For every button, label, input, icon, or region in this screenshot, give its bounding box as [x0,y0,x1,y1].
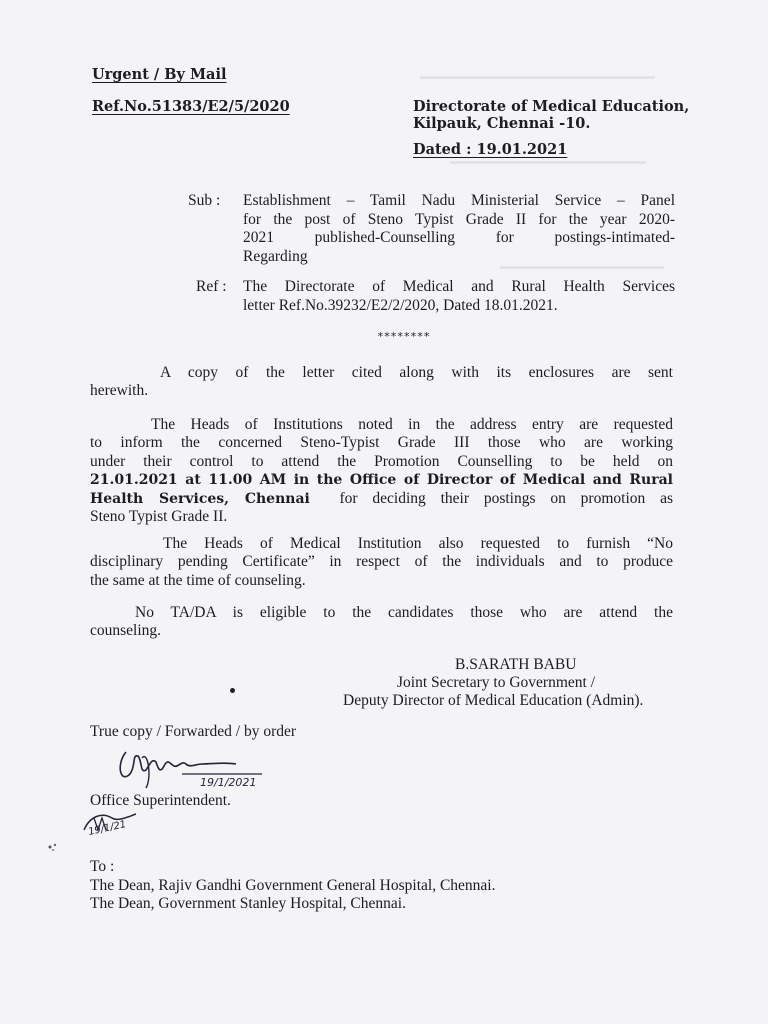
paragraph-line: The Heads of Institutions noted in the address entry are requested [151,416,673,433]
office-superintendent: Office Superintendent. [90,792,231,809]
paragraph-line: The Heads of Medical Institution also requested to furnish “No [163,535,673,552]
counselling-venue-bold: Health Services, Chennai [90,490,310,507]
paragraph-tada-cont [90,622,673,641]
subject-line: for the post of Steno Typist Grade II for the year 2020- [243,210,675,228]
reference-line: The Directorate of Medical and Rural Health Services [243,278,675,295]
paragraph-line: No TA/DA is eligible to the candidates those who are attend the [135,604,673,621]
paragraph-line: the same at the time of counseling. [90,571,306,589]
letter-date: Dated : 19.01.2021 [413,141,568,158]
paragraph-line: under their control to attend the Promotion Counselling to be held on [90,452,673,470]
paragraph-line: disciplinary pending Certificate” in respect of the individuals and to produce [90,553,673,570]
signatory-designation: Deputy Director of Medical Education (Admin). [343,692,644,709]
subject-text [243,192,675,266]
bleed-through-text: ━━━━━━━━━━━━━━━━━━━━━ [500,260,665,275]
paragraph-tada [135,604,673,623]
paragraph-line: to inform the concerned Steno-Typist Grade III those who are working [90,434,673,451]
addressee-1: The Dean, Rajiv Gandhi Government General Hospital, Chennai. [90,877,496,894]
signatory-name: B.SARATH BABU [455,656,577,673]
separator-stars: ******** [377,330,430,343]
paragraph-copy-enclosed [160,364,673,383]
ink-dot [230,688,235,693]
office-address: Kilpauk, Chennai -10. [413,115,591,132]
paragraph-certificate-cont [90,553,673,590]
subject-line: Regarding [243,247,308,265]
paragraph-line [90,490,673,509]
subject-line: 2021 published-Counselling for postings-intimated- [243,229,675,246]
paragraph-line: Steno Typist Grade II. [90,508,228,525]
subject-line: Establishment – Tamil Nadu Ministerial Service – Panel [243,192,675,209]
paragraph-instructions [151,416,673,435]
paragraph-line: counseling. [90,622,162,639]
reference-line: letter Ref.No.39232/E2/2/2020, Dated 18.01.2021. [243,296,558,314]
ink-smudge [46,838,60,850]
paragraph-copy-enclosed-cont [90,382,673,401]
reference-text [243,278,675,315]
counselling-venue-bold: 21.01.2021 at 11.00 AM in the Office of Director of Medical and Rural [90,472,673,488]
smudge-icon [46,841,60,853]
office-name: Directorate of Medical Education, [413,98,690,115]
subject-label: Sub : [188,192,221,209]
to-label: To : [90,858,115,875]
paragraph-text: for deciding their postings on promotion as [339,489,673,507]
bleed-through-text: ━━━━━━━━━━━━━━━━━━━━━━━━━━━━━━ [420,70,655,85]
paragraph-line: herewith. [90,382,149,399]
paragraph-certificate [163,535,673,554]
urgency-label: Urgent / By Mail [92,66,227,83]
signatory-title: Joint Secretary to Government / [397,674,596,691]
reference-number: Ref.No.51383/E2/5/2020 [92,98,290,115]
true-copy-note: True copy / Forwarded / by order [90,723,297,740]
paragraph-line: A copy of the letter cited along with its enclosures are sent [160,364,673,381]
addressee-2: The Dean, Government Stanley Hospital, Chennai. [90,895,406,912]
reference-label: Ref : [196,278,227,295]
signature-date: 19/1/2021 [200,776,257,789]
paragraph-instructions-cont [90,434,673,527]
initials-date: 19/1/21 [87,819,128,838]
bleed-through-text: ━━━━━━━━━━━━━━━━━━━━━━━━━ [450,155,646,170]
